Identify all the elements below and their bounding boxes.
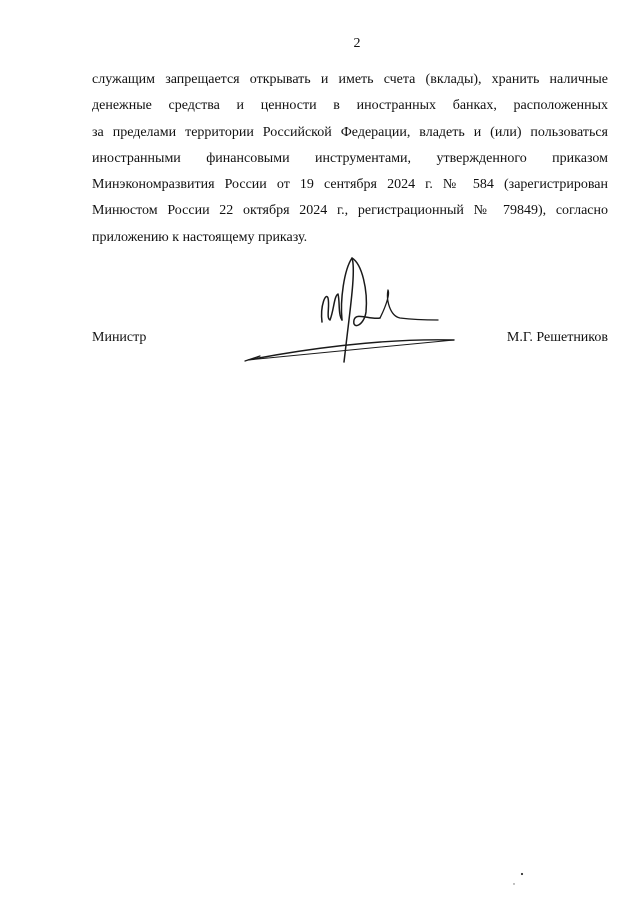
body-line: Минюстом России 22 октября 2024 г., регистрационный № 79849), согласно [92, 203, 608, 219]
signatory-title: Министр [92, 330, 147, 345]
body-paragraph [92, 67, 608, 251]
body-line: Минэкономразвития России от 19 сентября 2024 г. № 584 (зарегистрирован [92, 177, 608, 193]
body-line: приложению к настоящему приказу. [92, 229, 308, 245]
body-line: денежные средства и ценности в иностранных банках, расположенных [92, 98, 608, 114]
handwritten-signature [240, 250, 460, 370]
scan-specks [500, 860, 540, 890]
page-number: 2 [353, 36, 361, 51]
body-line: за пределами территории Российской Федерации, владеть и (или) пользоваться [92, 124, 608, 140]
body-line: иностранными финансовыми инструментами, утвержденного приказом [92, 150, 608, 166]
signatory-name: М.Г. Решетников [506, 330, 608, 345]
body-line: служащим запрещается открывать и иметь счета (вклады), хранить наличные [92, 72, 608, 87]
signature-block [92, 330, 608, 350]
